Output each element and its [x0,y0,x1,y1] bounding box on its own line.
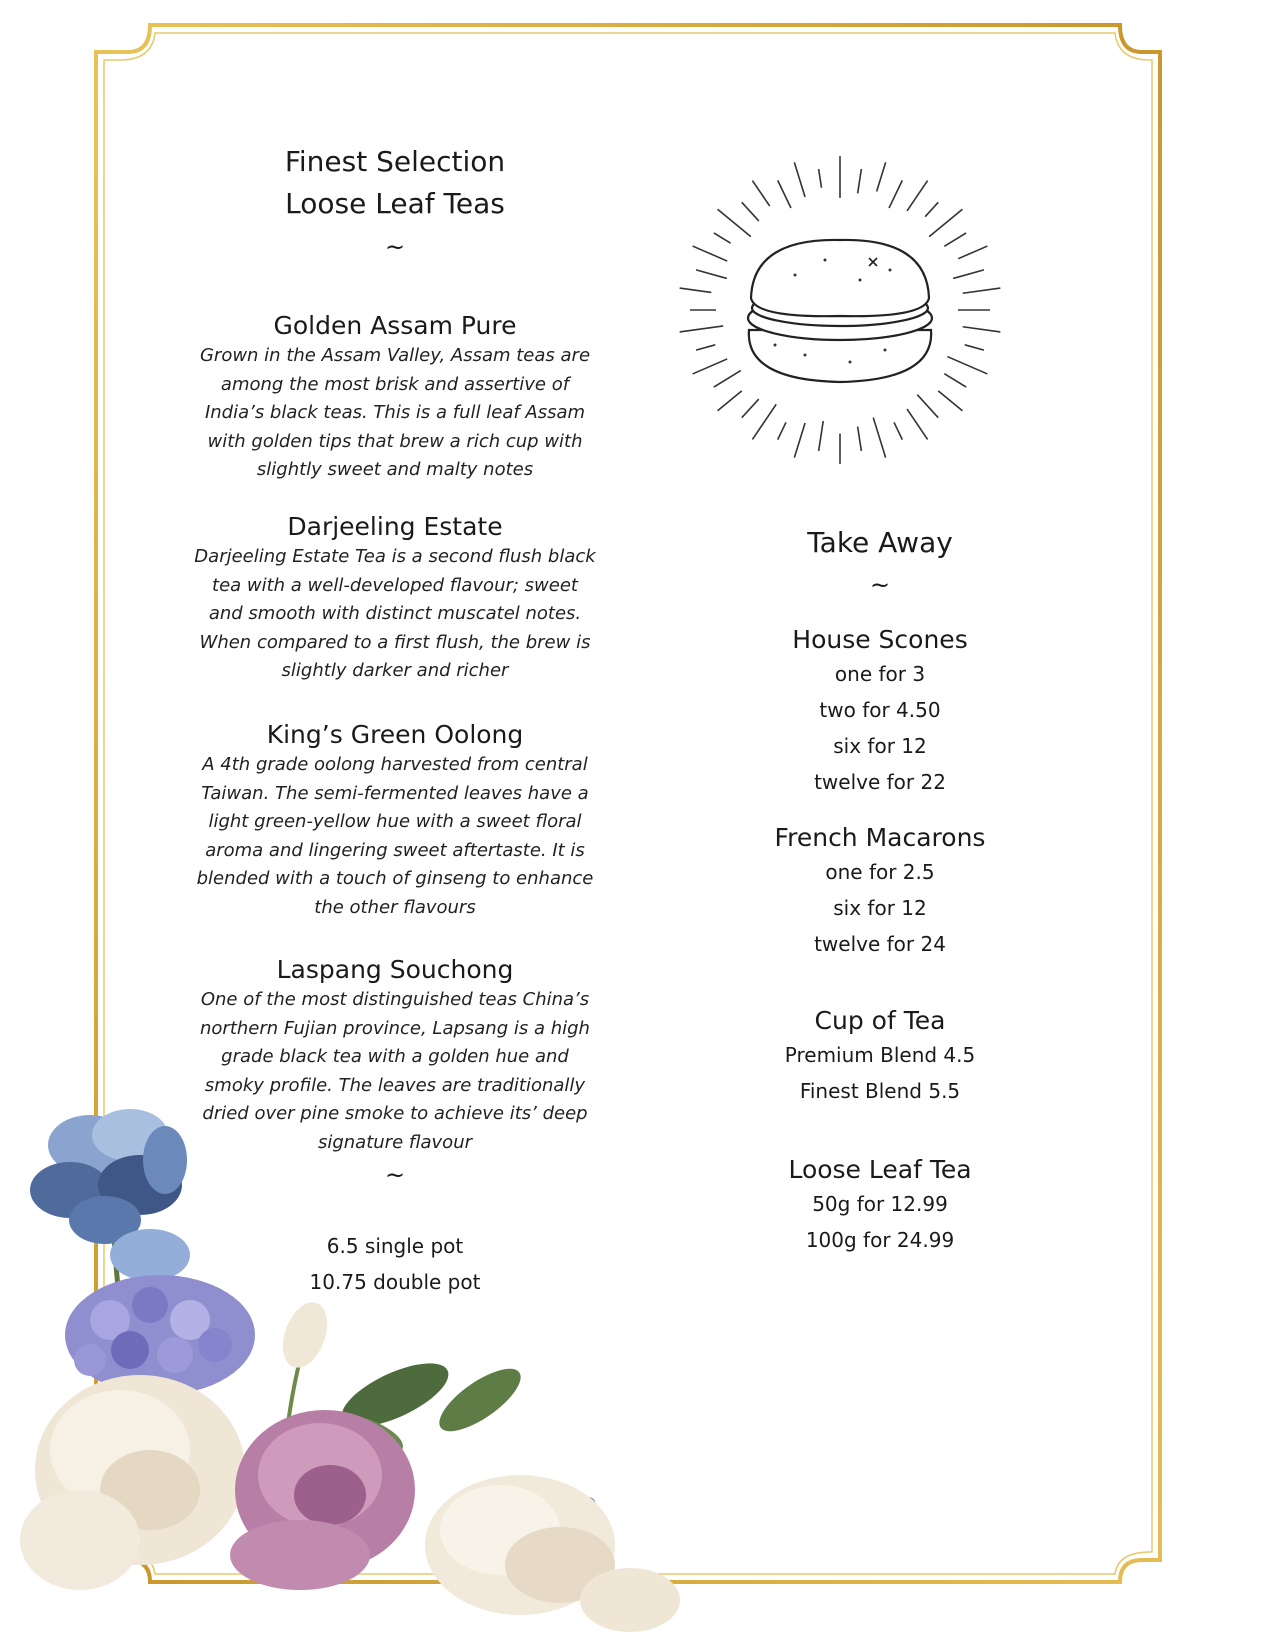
ray-line [965,345,984,350]
tea-item [175,511,615,686]
ray-line [696,270,727,279]
macaron-icon [675,140,1005,480]
ray-line [907,181,928,211]
takeaway-price: six for 12 [833,896,927,920]
takeaway-section [730,624,1030,800]
ray-line [714,371,741,387]
takeaway-price: 50g for 12.99 [812,1192,948,1216]
takeaway-price: twelve for 22 [814,770,946,794]
ray-line [925,202,938,216]
ray-line [953,270,984,279]
section-title: Finest Selection [284,145,506,178]
ray-line [752,181,769,207]
tea-item [175,719,615,922]
tea-item [175,310,615,485]
takeaway-section [730,1005,1030,1109]
ray-line [958,246,987,259]
tea-name: Golden Assam Pure [273,311,517,340]
tea-description: Darjeeling Estate Tea is a second flush black tea with a well-developed flavour; sweet and smooth with distinct muscatel notes. When compared to a first flush, the brew is slightly darker and richer [194,546,596,681]
ray-line [894,422,902,439]
ray-line [778,422,786,439]
pot-price: 10.75 double pot [309,1270,481,1294]
ray-line [794,423,805,458]
ray-line [742,399,759,418]
ray-line [917,395,938,418]
ray-line [858,169,862,193]
tea-item [175,954,615,1157]
takeaway-price: Premium Blend 4.5 [784,1043,976,1067]
ray-line [718,391,742,411]
tea-description: A 4th grade oolong harvested from central Taiwan. The semi-fermented leaves have a light green-yellow hue with a sweet floral aroma and lingering sweet aftertaste. It is blended with a touch of ginseng to enhance the other flavours [196,754,594,918]
cream-peony-right [425,1475,680,1632]
section-title: Loose Leaf Teas [285,187,505,220]
divider-tilde: ~ [869,571,891,599]
ray-line [742,202,759,221]
rosebud [275,1296,336,1374]
ray-line [819,421,824,451]
ray-line [718,209,751,236]
takeaway-price: 100g for 24.99 [805,1228,955,1252]
takeaway-price: six for 12 [833,734,927,758]
tea-description: Grown in the Assam Valley, Assam teas are among the most brisk and assertive of India’s black teas. This is a full leaf Assam with golden tips that brew a rich cup with slightly sweet and malty notes [199,345,591,480]
takeaway-price: one for 2.5 [825,860,935,884]
section-title: Take Away [807,526,953,559]
divider-tilde: ~ [384,233,406,261]
ray-line [889,180,902,208]
iris-flower [30,1109,190,1281]
ray-line [938,391,962,411]
ray-line [929,209,962,236]
ray-line [696,345,715,350]
pot-prices [175,1228,615,1300]
ray-line [778,180,791,208]
takeaway-section [730,1154,1030,1258]
ray-line [693,359,728,374]
takeaway-name: Cup of Tea [814,1006,946,1035]
takeaway-price: Finest Blend 5.5 [799,1079,961,1103]
tea-name: King’s Green Oolong [266,720,524,749]
takeaway-price: one for 3 [834,662,926,686]
ray-line [947,357,987,374]
ray-line [680,288,712,292]
ray-line [714,233,731,243]
takeaway-name: French Macarons [774,823,986,852]
ray-line [944,233,966,246]
takeaway-section [730,822,1030,962]
tea-description: One of the most distinguished teas China’s northern Fujian province, Lapsang is a high grade black tea with a golden hue and smoky profile. The leaves are traditionally dried over pine smoke to achieve its’ deep signature flavour [200,989,590,1153]
tea-name: Darjeeling Estate [287,512,503,541]
takeaway-name: Loose Leaf Tea [788,1155,972,1184]
pink-peony [230,1410,415,1590]
pot-price: 6.5 single pot [326,1234,464,1258]
takeaway-name: House Scones [792,625,968,654]
ray-line [693,246,728,261]
ray-line [794,162,805,197]
takeaway-price: twelve for 24 [814,932,946,956]
ray-line [873,418,885,458]
ray-line [907,409,928,439]
ray-line [819,169,822,188]
ray-line [877,162,886,191]
ray-line [858,427,862,451]
divider-tilde: ~ [384,1161,406,1189]
cream-peony-left [20,1375,245,1590]
ray-line [752,404,776,439]
ray-line [680,326,724,332]
takeaway-price: two for 4.50 [819,698,941,722]
ray-line [944,374,966,387]
ray-line [963,327,1001,332]
tea-name: Laspang Souchong [276,955,514,984]
ray-line [963,288,1001,293]
